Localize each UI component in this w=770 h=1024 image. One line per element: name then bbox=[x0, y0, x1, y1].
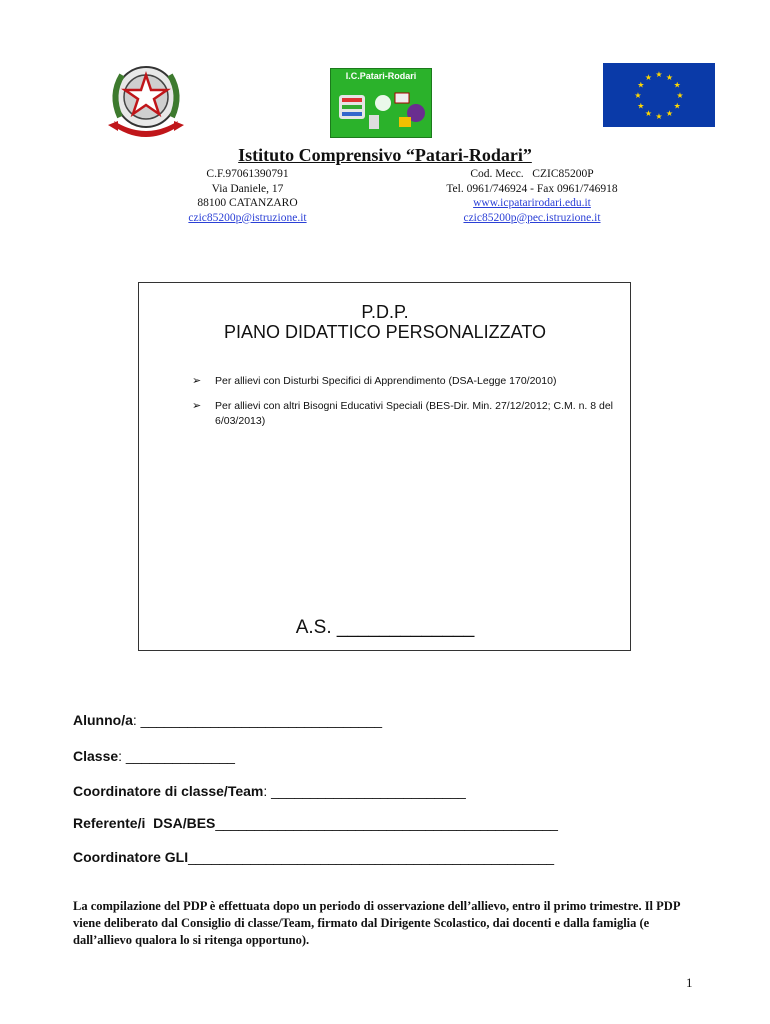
gli-coordinator-label: Coordinatore GLI bbox=[73, 849, 189, 865]
class-blank: : ______________ bbox=[118, 748, 235, 764]
gli-coordinator-field bbox=[73, 849, 554, 865]
eu-star-icon: ★ bbox=[644, 109, 653, 119]
school-logo bbox=[330, 68, 432, 138]
eu-star-icon: ★ bbox=[644, 72, 653, 82]
bullet-arrow-icon: ➢ bbox=[192, 375, 202, 387]
bullet-dsa: Per allievi con Disturbi Specifici di Apprendimento (DSA-Legge 170/2010) bbox=[215, 375, 557, 387]
school-info-left bbox=[165, 167, 330, 225]
compilation-note: La compilazione del PDP è effettuata dopo un periodo di osservazione dell’allievo, entro il primo trimestre. Il PDP viene deliberato dal Consiglio di classe/Team, firmato dal Dirigente Scolastico, dai docenti e dalla famiglia (e dall’allievo qualora lo si ritenga opportuno). bbox=[73, 899, 680, 947]
student-blank: : _______________________________ bbox=[132, 712, 383, 728]
phone-fax: Tel. 0961/746924 - Fax 0961/746918 bbox=[446, 182, 618, 195]
eu-star-icon: ★ bbox=[637, 101, 645, 111]
italian-republic-emblem-icon bbox=[100, 55, 192, 143]
school-year-field: A.S. _____________ bbox=[295, 617, 475, 638]
page-number: 1 bbox=[686, 975, 693, 990]
coordinator-field bbox=[73, 783, 466, 799]
eu-flag-icon bbox=[603, 63, 715, 127]
class-label: Classe bbox=[73, 748, 119, 764]
student-field bbox=[73, 712, 382, 728]
class-field bbox=[73, 748, 235, 764]
eu-star-icon: ★ bbox=[637, 80, 645, 90]
gli-coordinator-blank: _______________________________________________ bbox=[188, 849, 555, 865]
pdp-title-short: P.D.P. bbox=[361, 302, 409, 322]
school-logo-text: I.C.Patari-Rodari bbox=[345, 71, 417, 81]
website-link[interactable]: www.icpatarirodari.edu.it bbox=[473, 197, 591, 209]
bullet-bes: Per allievi con altri Bisogni Educativi Speciali (BES-Dir. Min. 27/12/2012; C.M. n. 8 del 6/03/2013) bbox=[215, 400, 614, 427]
pec-email-link[interactable]: czic85200p@pec.istruzione.it bbox=[463, 211, 601, 224]
tax-code: C.F.97061390791 bbox=[206, 168, 289, 180]
school-name: Istituto Comprensivo “Patari-Rodari” bbox=[238, 145, 532, 165]
coordinator-label: Coordinatore di classe/Team bbox=[73, 783, 264, 799]
referent-field bbox=[73, 815, 558, 831]
referent-blank: ____________________________________________ bbox=[215, 815, 558, 831]
address-city: 88100 CATANZARO bbox=[197, 197, 298, 209]
eu-star-icon: ★ bbox=[673, 80, 681, 90]
eu-star-icon: ★ bbox=[673, 101, 681, 111]
address-street: Via Daniele, 17 bbox=[211, 182, 284, 195]
eu-star-icon: ★ bbox=[676, 91, 684, 100]
mechanographic-code: Cod. Mecc. CZIC85200P bbox=[470, 168, 594, 180]
eu-star-icon: ★ bbox=[665, 109, 674, 119]
eu-star-icon: ★ bbox=[665, 72, 674, 82]
eu-star-icon: ★ bbox=[655, 112, 663, 121]
eu-star-icon: ★ bbox=[655, 70, 663, 79]
school-info-right bbox=[412, 167, 652, 225]
coordinator-blank: : _________________________ bbox=[263, 783, 466, 799]
bullet-arrow-icon: ➢ bbox=[192, 400, 202, 412]
email-link[interactable]: czic85200p@istruzione.it bbox=[188, 211, 307, 224]
student-label: Alunno/a bbox=[73, 712, 133, 728]
pdp-title-full: PIANO DIDATTICO PERSONALIZZATO bbox=[223, 322, 547, 342]
referent-label: Referente/i DSA/BES bbox=[73, 815, 216, 831]
eu-star-icon: ★ bbox=[634, 91, 642, 100]
